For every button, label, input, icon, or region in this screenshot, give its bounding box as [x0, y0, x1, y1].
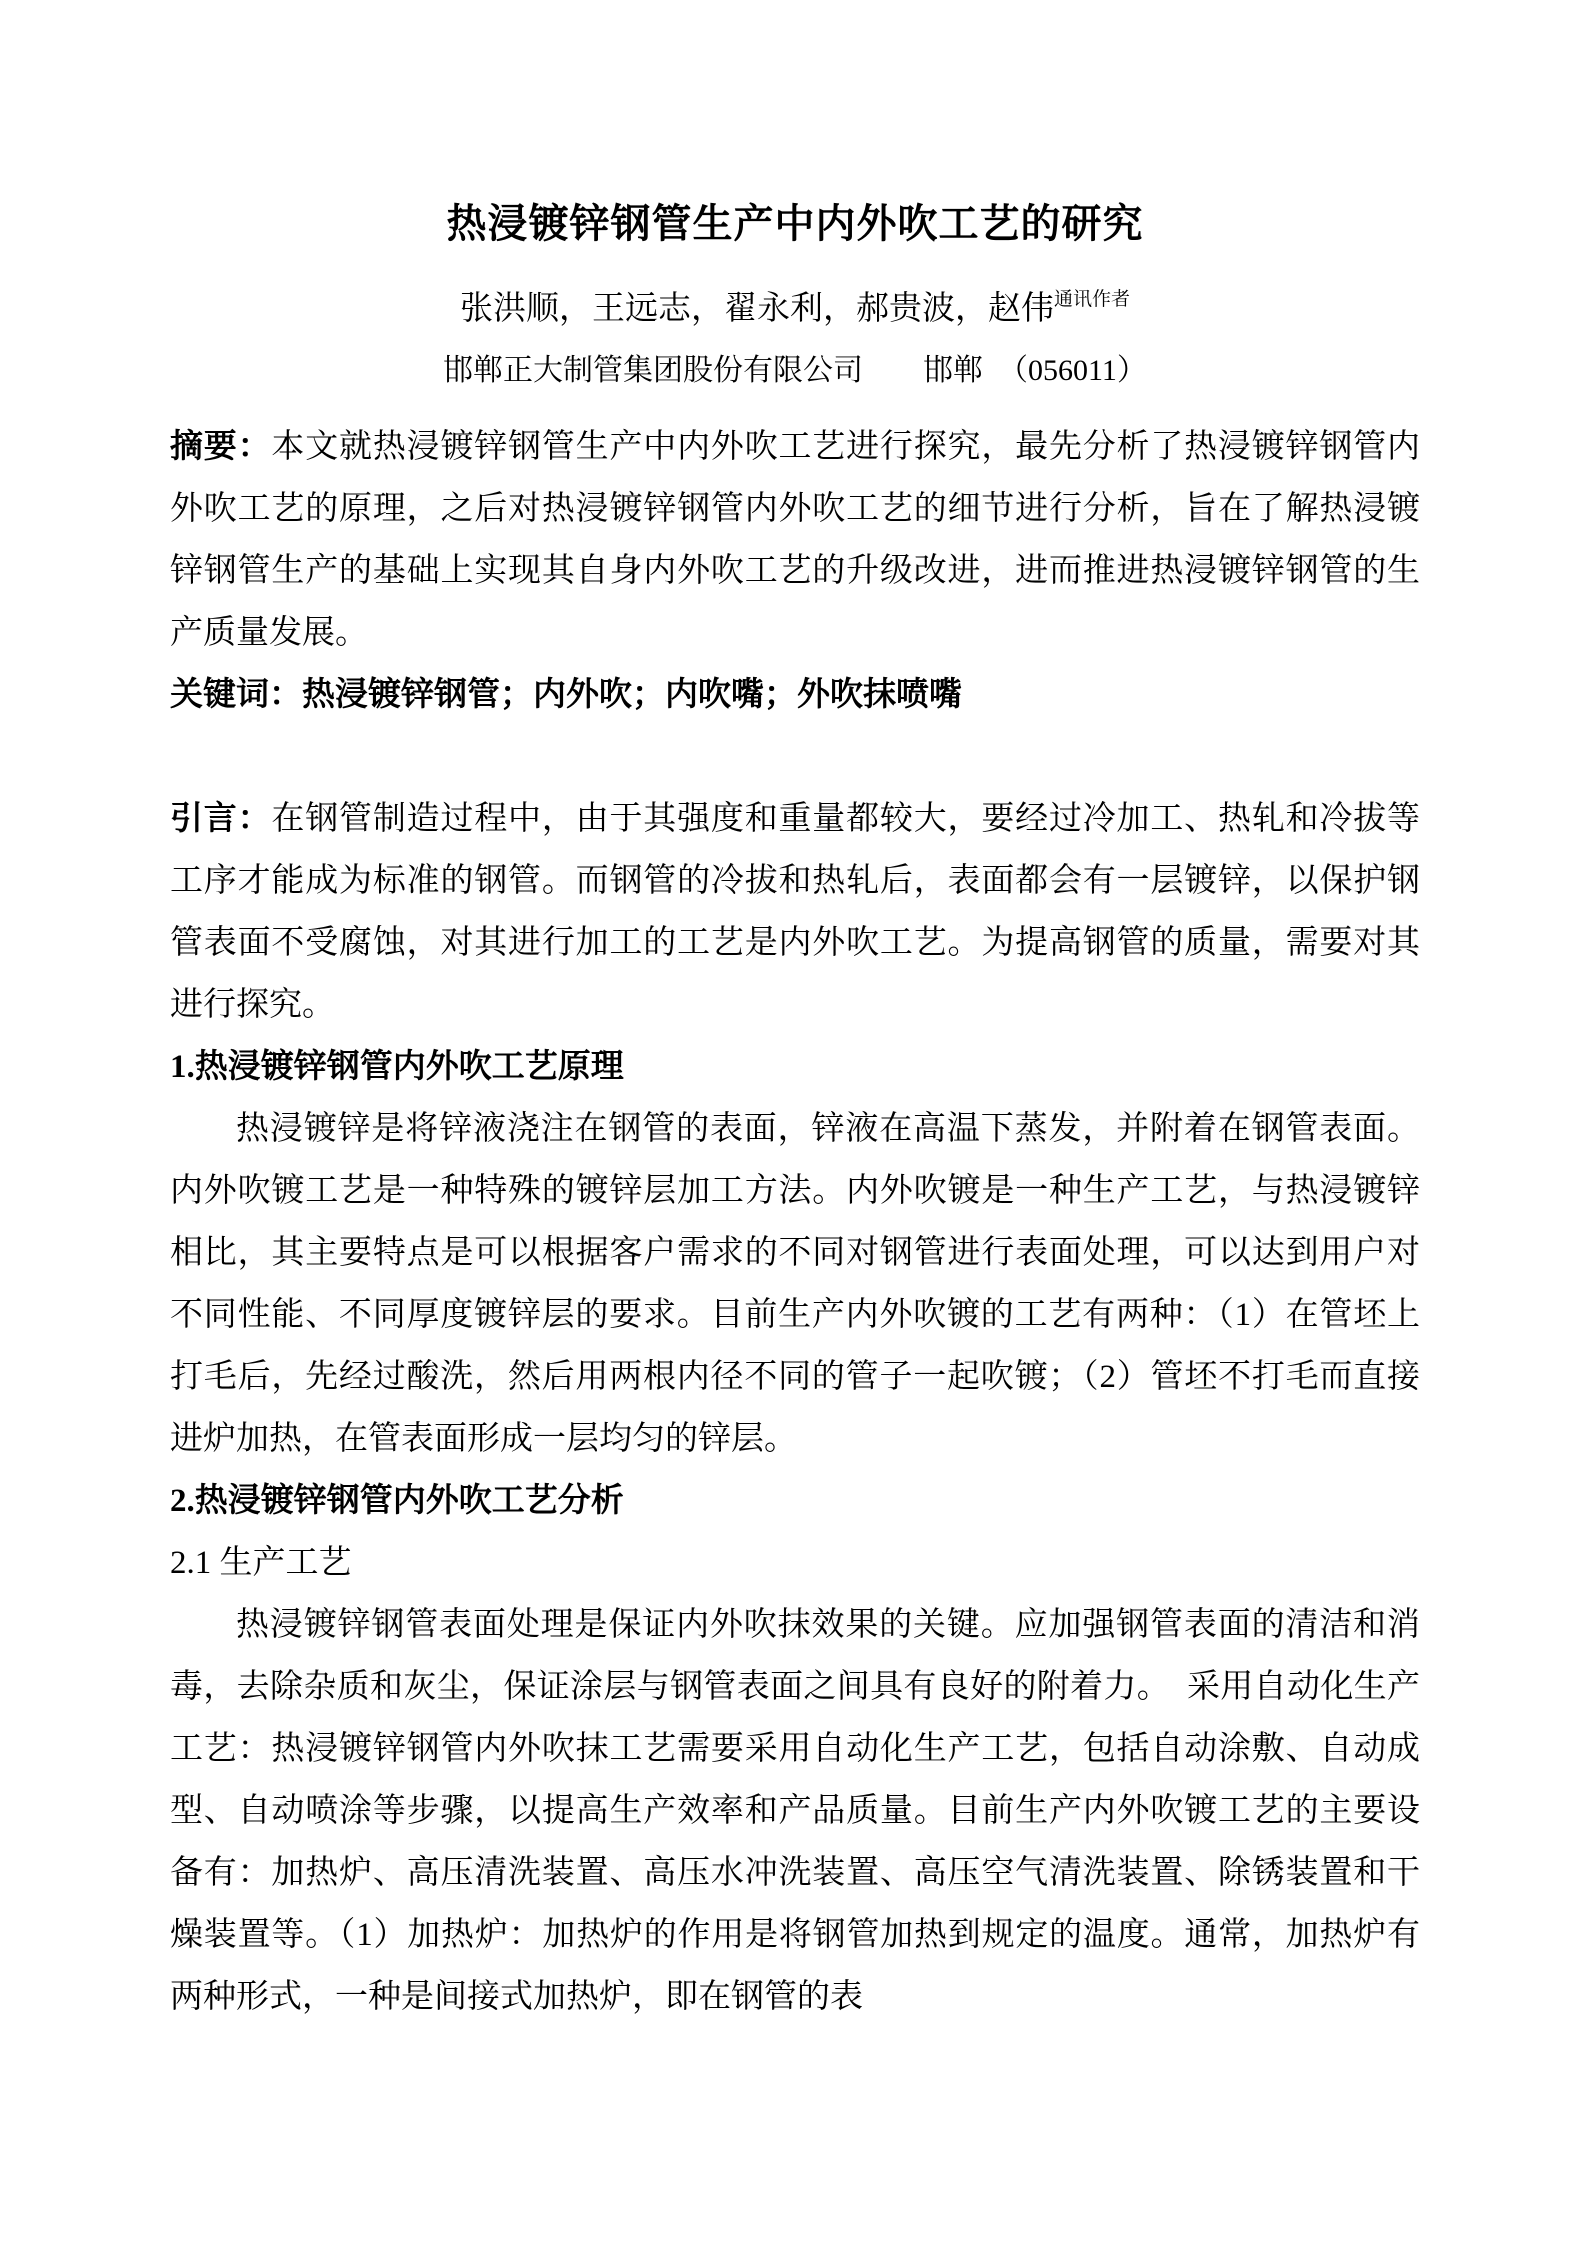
abstract-paragraph — [170, 416, 1420, 664]
introduction-label: 引言： — [170, 801, 272, 837]
section-2-1-paragraph: 热浸镀锌钢管表面处理是保证内外吹抹效果的关键。应加强钢管表面的清洁和消毒，去除杂质和灰尘，保证涂层与钢管表面之间具有良好的附着力。 采用自动化生产工艺：热浸镀锌钢管内外吹抹工艺需要采用自动化生产工艺，包括自动涂敷、自动成型、自动喷涂等步骤，以提高生产效率和产品质量。目前生产内外吹镀工艺的主要设备有：加热炉、高压清洗装置、高压水冲洗装置、高压空气清洗装置、除锈装置和干燥装置等。（1）加热炉：加热炉的作用是将钢管加热到规定的温度。通常，加热炉有两种形式，一种是间接式加热炉，即在钢管的表 — [170, 1607, 1420, 2015]
introduction-text: 在钢管制造过程中，由于其强度和重量都较大，要经过冷加工、热轧和冷拔等工序才能成为标准的钢管。而钢管的冷拔和热轧后，表面都会有一层镀锌，以保护钢管表面不受腐蚀，对其进行加工的工艺是内外吹工艺。为提高钢管的质量，需要对其进行探究。 — [170, 801, 1421, 1023]
authors-names: 张洪顺，王远志，翟永利，郝贵波，赵伟 — [459, 291, 1054, 327]
paper-title: 热浸镀锌钢管生产中内外吹工艺的研究 — [446, 201, 1144, 246]
section-2-1-heading: 2.1 生产工艺 — [170, 1545, 352, 1581]
affiliation-line: 邯郸正大制管集团股份有限公司 邯郸 （056011） — [443, 354, 1147, 387]
section-1-heading: 1.热浸镀锌钢管内外吹工艺原理 — [170, 1049, 624, 1085]
keywords-label: 关键词： — [170, 677, 302, 713]
section-2-heading: 2.热浸镀锌钢管内外吹工艺分析 — [170, 1483, 624, 1519]
keywords-line — [170, 664, 1420, 726]
corresponding-author-note: 通讯作者 — [1053, 289, 1130, 310]
authors-line — [170, 284, 1420, 334]
section-1-paragraph: 热浸镀锌是将锌液浇注在钢管的表面，锌液在高温下蒸发，并附着在钢管表面。内外吹镀工艺是一种特殊的镀锌层加工方法。内外吹镀是一种生产工艺，与热浸镀锌相比，其主要特点是可以根据客户需求的不同对钢管进行表面处理，可以达到用户对不同性能、不同厚度镀锌层的要求。目前生产内外吹镀的工艺有两种：（1）在管坯上打毛后，先经过酸洗，然后用两根内径不同的管子一起吹镀；（2）管坯不打毛而直接进炉加热，在管表面形成一层均匀的锌层。 — [170, 1111, 1420, 1457]
abstract-text: 本文就热浸镀锌钢管生产中内外吹工艺进行探究，最先分析了热浸镀锌钢管内外吹工艺的原理，之后对热浸镀锌钢管内外吹工艺的细节进行分析，旨在了解热浸镀锌钢管生产的基础上实现其自身内外吹工艺的升级改进，进而推进热浸镀锌钢管的生产质量发展。 — [170, 429, 1421, 651]
keywords-text: 热浸镀锌钢管；内外吹；内吹嘴；外吹抹喷嘴 — [302, 677, 962, 713]
introduction-paragraph — [170, 788, 1420, 1036]
abstract-label: 摘要： — [170, 429, 272, 465]
